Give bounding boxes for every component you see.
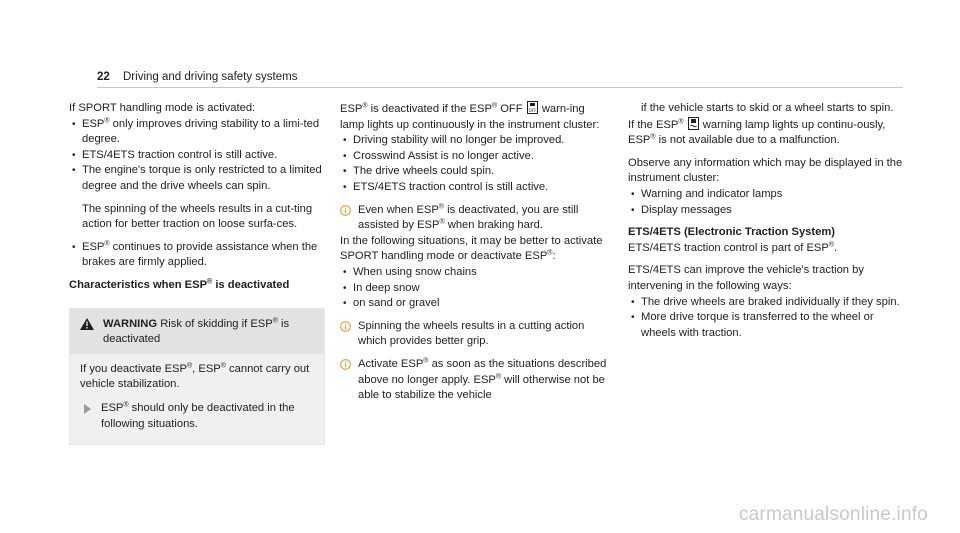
esp-off-lamp-icon [527, 101, 538, 114]
section-heading: ETS/4ETS (Electronic Traction System) [628, 226, 836, 239]
info-icon [340, 359, 351, 370]
list-item: • ETS/4ETS traction control is still active. [69, 148, 325, 164]
svg-text:OFF: OFF [528, 108, 537, 113]
list-item: • When using snow chains [340, 265, 610, 281]
section-heading: Characteristics when ESP® is deactivated [69, 278, 290, 291]
info-icon [340, 205, 351, 216]
list-item: • Driving stability will no longer be improved. [340, 133, 610, 149]
page-number: 22 [97, 71, 110, 83]
warning-box [69, 308, 325, 446]
list-item: • Warning and indicator lamps [628, 187, 903, 203]
list-item: • ETS/4ETS traction control is still active. [340, 180, 610, 196]
spin-explanation: The spinning of the wheels results in a cut-ting action for better traction on loose surfa-ces. [82, 202, 313, 231]
column-2: ESP® is deactivated if the ESP® OFF OFF warn-ing lamp lights up continuously in the instrument cluster: • Driving stability will no longer be improved. • Crosswind Assist is no longer active. • The drive wheels could spin. • ETS/4ETS traction control is still active. Even when ESP® is deactivated, you are still assisted by ESP® when braking hard. In the following situations, it may be better to activate SPORT handling mode or deactivate ESP®: • When using snow chains • In deep snow • on sand or gravel Spinning the wheels results in a cutting action which provides better grip. Activate ESP® as soon as the situations described above no longer apply. ESP® will otherwise not be able to stabilize the vehicle [340, 101, 610, 404]
list-item: • The drive wheels could spin. [340, 164, 610, 180]
section-title: Driving and driving safety systems [123, 71, 298, 83]
header-divider [97, 87, 903, 88]
page-header [97, 71, 297, 83]
list-item: • ESP® continues to provide assistance when the brakes are firmly applied. [69, 240, 325, 271]
list-item: • Crosswind Assist is no longer active. [340, 149, 610, 165]
list-item: • In deep snow [340, 281, 610, 297]
info-icon [340, 321, 351, 332]
warning-body: If you deactivate ESP®, ESP® cannot carry out vehicle stabilization. ESP® should only be deactivated in the following situations. [80, 361, 310, 430]
intro-text: If SPORT handling mode is activated: [69, 102, 256, 114]
list-item: • Display messages [628, 203, 903, 219]
watermark: carmanualsonline.info [738, 504, 928, 525]
list-item: • on sand or gravel [340, 296, 610, 312]
esp-lamp-icon [688, 117, 699, 130]
info-note: Activate ESP® as soon as the situations described above no longer apply. ESP® will otherwise not be able to stabilize the vehicle [340, 357, 610, 404]
warning-header [70, 309, 324, 354]
warning-title: Risk of skidding if ESP® is deactivated [103, 316, 290, 346]
column-3: if the vehicle starts to skid or a wheel starts to spin. If the ESP® warning lamp lights up continu-ously, ESP® is not available due to a malfunction. Observe any information which may be displayed in the instrument cluster: • Warning and indicator lamps • Display messages ETS/4ETS (Electronic Traction System) ETS/4ETS traction control is part of ESP®. ETS/4ETS can improve the vehicle's traction by intervening in the following ways: • The drive wheels are braked individually if they spin. • More drive torque is transferred to the wheel or wheels with traction. [628, 101, 903, 341]
info-note: Spinning the wheels results in a cutting action which provides better grip. [340, 319, 610, 350]
action-arrow-icon [84, 404, 91, 414]
list-item: • ESP® only improves driving stability to a limi-ted degree. [69, 117, 325, 148]
info-note: Even when ESP® is deactivated, you are still assisted by ESP® when braking hard. [340, 203, 610, 234]
column-1 [69, 101, 325, 445]
warning-triangle-icon [80, 318, 94, 330]
sport-mode-list [69, 117, 325, 195]
list-item: • The engine's torque is only restricted to a limited degree and the drive wheels can spin. [69, 163, 325, 194]
list-item: • More drive torque is transferred to the wheel or wheels with traction. [628, 310, 903, 341]
list-item: • The drive wheels are braked individually if they spin. [628, 295, 903, 311]
warning-label: WARNING [103, 317, 158, 330]
continued-text: if the vehicle starts to skid or a wheel starts to spin. [641, 102, 894, 114]
